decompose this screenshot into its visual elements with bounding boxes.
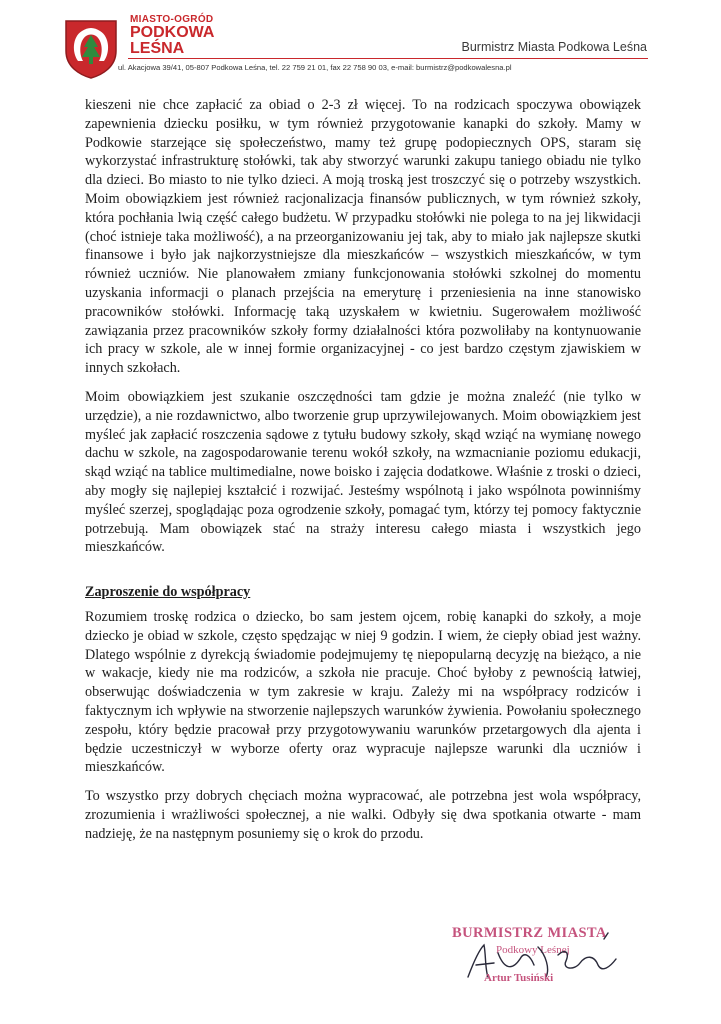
office-title: Burmistrz Miasta Podkowa Leśna (461, 40, 647, 54)
section-heading: Zaproszenie do współpracy (85, 584, 251, 601)
paragraph-4: To wszystko przy dobrych chęciach można wypracować, ale potrzebna jest wola współpracy, zrozumienia i wrażliwości społecznej, a nie walki. Odbyły się dwa spotkania otwarte - mam nadzieję, że na następnym posuniemy się o krok do przodu. (85, 788, 641, 842)
stamp-name: Artur Tusiński (484, 972, 554, 984)
handwritten-signature (438, 925, 658, 1005)
header-divider (128, 58, 648, 59)
letter-body (85, 96, 641, 853)
org-top-label: MIASTO-OGRÓD (130, 14, 214, 25)
paragraph-3: Rozumiem troskę rodzica o dziecko, bo sam jestem ojcem, robię kanapki do szkoły, a moje dziecko je obiad w szkole, często spędzając w niej 9 godzin. I wiem, że ciepły obiad jest ważny. Dlatego wspólnie z dyrekcją świadomie podejmujemy tę niepopularną decyzję na bieżąco, a nie w wakacje, kiedy nie ma rodziców, a szkoła nie pracuje. Choć byłoby z pewnością łatwiej, obserwując doświadczenia w tym zakresie w kraju. Zależy mi na współpracy rodziców i faktycznym ich wpływie na stworzenie najlepszych warunków żywienia. Powołaniu społecznego zespołu, który będzie pracował przy przygotowywaniu warunków przetargowych dla ajenta i będzie uczestniczył w wyborze oferty oraz wypracuje najlepsze warunki dla uczniów i mieszkańców. (85, 608, 641, 776)
stamp-title: BURMISTRZ MIASTA (452, 925, 607, 941)
signature-stamp (438, 925, 658, 1005)
org-name-line-1: PODKOWA (130, 24, 215, 41)
town-crest-logo (62, 17, 120, 79)
paragraph-1: kieszeni nie chce zapłacić za obiad o 2-3 zł więcej. To na rodzicach spoczywa obowiązek zapewnienia dziecku posiłku, w tym również przygotowanie kanapki do szkoły. Mamy w Podkowie starzejące się społeczeństwo, mamy też grupę podopiecznych OPS, staram się wykorzystać infrastrukturę stołówki, tak aby stworzyć warunki zakupu taniego obiadu nie tylko dla dzieci. Bo miasto to nie tylko dzieci. A moją troską jest troszczyć się o potrzeby wszystkich. Moim obowiązkiem jest również racjonalizacja finansów publicznych, w tym również szkoły, która pochłania lwią część całego budżetu. W przypadku stołówki nie polega to na jej likwidacji (choć istnieje taka możliwość), a na przeorganizowaniu jej tak, aby to miało jak najlepsze skutki finansowe i było jak najkorzystniejsze dla mieszkańców – wszystkich mieszkańców, w tym również uczniów. Nie planowałem zmiany funkcjonowania stołówki szkolnej do momentu uzyskania informacji o planach przejścia na emeryturę i przeniesienia na inne stanowisko pracowników stołówki. Informację taką uzyskałem w kwietniu. Sugerowałem możliwość zawiązania przez pracowników szkoły formy działalności która pozwoliłaby na kontynuowanie ich pracy w szkole, ale w innej formie organizacyjnej - co jest bardzo częstym zjawiskiem w innych szkołach. (85, 97, 641, 377)
contact-address: ul. Akacjowa 39/41, 05-807 Podkowa Leśna, tel. 22 759 21 01, fax 22 758 90 03, e-mail: burmistrz@podkowalesna.pl (118, 63, 512, 72)
stamp-subtitle: Podkowy Leśnej (496, 944, 570, 956)
org-name-line-2: LEŚNA (130, 40, 185, 57)
paragraph-2: Moim obowiązkiem jest szukanie oszczędności tam gdzie je można znaleźć (nie tylko w urzędzie), a nie rozdawnictwo, albo tworzenie grup uprzywilejowanych. Moim obowiązkiem jest myśleć jak zapłacić roszczenia sądowe z tytułu budowy szkoły, skąd wziąć na wymianę nowego dachu w szkole, na zagospodarowanie terenu wokół szkoły, na wzmacnianie poziomu edukacji, skąd wziąć na tablice multimedialne, nowe boisko i zajęcia dodatkowe. Właśnie z troski o dzieci, aby mogły się najlepiej kształcić i rozwijać. Jesteśmy wspólnotą i jako wspólnota powinniśmy myśleć szerzej, spoglądając poza ogrodzenie szkoły, pomagać tym, którzy tej pomocy faktycznie potrzebują. Mam obowiązek stać na straży interesu całego miasta i wszystkich jego mieszkańców. (85, 388, 641, 556)
